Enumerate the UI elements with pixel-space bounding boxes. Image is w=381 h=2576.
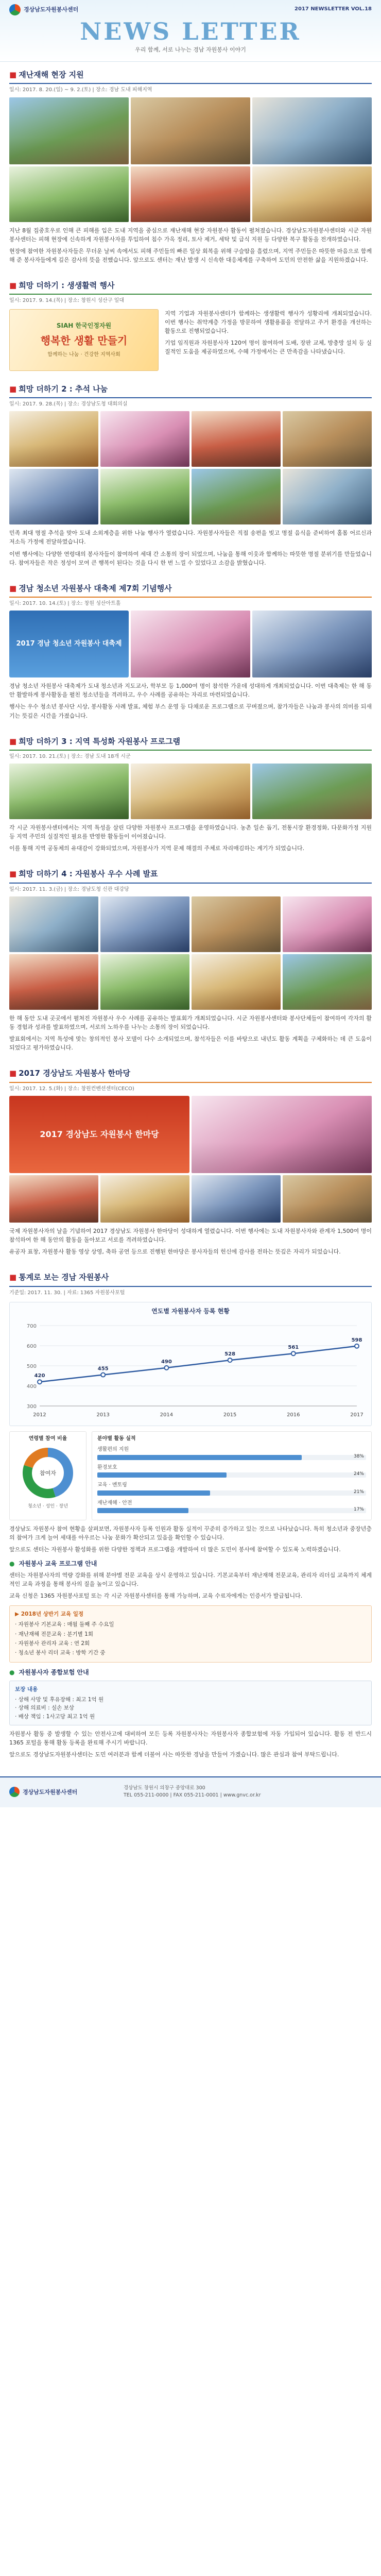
section-title: 희망 더하기 : 생생활력 행사 [19,280,115,290]
data-label: 528 [224,1351,236,1357]
bar-fill [97,1508,188,1513]
list-item: · 상해 의료비 : 실손 보상 [15,1705,74,1711]
paragraph: 국제 자원봉사자의 날을 기념하여 2017 경상남도 자원봉사 한마당이 성대하게 열렸습니다. 이번 행사에는 도내 자원봉사자와 관계자 1,500여 명이 참석하여 한 해 동안의 활동을 돌아보고 서로를 격려하였습니다. [9,1228,372,1244]
list-item: · 청소년 봉사 리더 교육 : 방학 기간 중 [15,1650,106,1656]
y-tick-label: 300 [26,1403,37,1410]
section-event-2 [0,376,381,575]
photo [9,764,129,819]
festival-sign: 2017 경남 청소년 자원봉사 대축제 [9,611,129,677]
section-volunteer-festival [0,1060,381,1264]
section-meta: 기준일: 2017. 11. 30. | 자료: 1365 자원봉사포털 [9,1290,125,1296]
section-body [9,682,372,720]
bar-value: 21% [353,1489,364,1495]
bullet-icon: ● [9,1560,15,1568]
bar-fill [97,1472,227,1478]
section-heading [9,383,372,398]
photo-grid [9,611,372,677]
footer-address: 경상남도 창원시 의창구 중앙대로 300 [124,1785,205,1791]
photo [192,1096,372,1173]
data-point [101,1372,105,1377]
photo-grid [9,97,372,222]
paragraph: 기업 임직원과 자원봉사자 120여 명이 참여하여 도배, 장판 교체, 방충망 설치 등 실질적인 도움을 제공하였으며, 수혜 가정에서는 큰 만족감을 나타냈습니다. [165,339,372,355]
section-title: 통계로 보는 경남 자원봉사 [19,1273,109,1282]
paragraph: 이번 행사에는 다양한 연령대의 봉사자들이 참여하여 세대 간 소통의 장이 되었으며, 나눔을 통해 이웃과 함께하는 따뜻한 명절 분위기를 만들었습니다. 참여자들은 작은 정성이 모여 큰 행복이 된다는 것을 다시 한 번 느낄 수 있었다고 소감을 밝혔습니다. [9,550,372,566]
section-heading [9,736,372,751]
photo [9,166,129,222]
list-item: · 자원봉사 기본교육 : 매월 둘째 주 수요일 [15,1621,114,1628]
stat-row [9,1431,372,1521]
photo [9,411,98,467]
section-bullet: ■ [9,1069,17,1078]
photo [283,1175,372,1223]
section-regional-programs [0,728,381,861]
paragraph: 민족 최대 명절 추석을 맞아 도내 소외계층을 위한 나눔 행사가 열렸습니다. 자원봉사자들은 직접 송편을 빚고 명절 음식을 준비하여 홀몸 어르신과 저소득 가정에 전달하였습니다. [9,530,372,546]
data-point [355,1344,359,1348]
section-statistics [0,1264,381,1767]
banner-title: 행복한 생활 만들기 [40,334,128,347]
section-meta: 일시: 2017. 12. 5.(화) | 장소: 창원컨벤션센터(CECO) [9,1086,134,1092]
x-tick-label: 2014 [160,1412,174,1418]
y-tick-label: 400 [26,1383,37,1389]
bar-label: 환경보호 [97,1464,117,1470]
bar-item [97,1464,366,1478]
paragraph: 자원봉사 활동 중 발생할 수 있는 안전사고에 대비하여 모든 등록 자원봉사자는 자원봉사자 종합보험에 자동 가입되어 있습니다. 활동 전 반드시 1365 포털을 통해 활동 등록을 완료해 주시기 바랍니다. [9,1730,372,1747]
bar-label: 교육 · 멘토링 [97,1482,127,1488]
insurance-box [9,1681,372,1725]
bar-track [97,1508,366,1513]
photo [252,166,372,222]
photo-grid [9,411,372,524]
bar-item [97,1481,366,1496]
paragraph: 경상남도 자원봉사 참여 현황을 살펴보면, 자원봉사자 등록 인원과 활동 실적이 꾸준히 증가하고 있는 것으로 나타났습니다. 특히 청소년과 중장년층의 참여가 크게 늘어 세대를 아우르는 나눔 문화가 확산되고 있음을 확인할 수 있습니다. [9,1526,372,1541]
section-meta: 일시: 2017. 8. 20.(일) ~ 9. 2.(토) | 장소: 경남 도내 피해지역 [9,87,152,93]
bar-label: 재난재해 · 안전 [97,1500,132,1506]
schedule-list [15,1620,366,1657]
bar-list [92,1431,372,1521]
festival-banner: 2017 경상남도 자원봉사 한마당 [9,1096,189,1173]
subheading-text: 자원봉사 교육 프로그램 안내 [19,1560,97,1568]
banner-sponsor: SIAH 한국인정자원 [56,322,112,330]
data-label: 490 [161,1359,172,1365]
photo [283,469,372,524]
photo [252,97,372,164]
list-item: · 자원봉사 관리자 교육 : 연 2회 [15,1640,90,1647]
section-best-practice [0,861,381,1060]
footer-logo[interactable] [9,1787,77,1797]
section-heading [9,583,372,598]
section-body [9,226,372,264]
data-label: 561 [288,1344,299,1350]
paragraph: 이를 통해 지역 공동체의 유대감이 강화되었으며, 자원봉사가 지역 문제 해결의 주체로 자리매김하는 계기가 되었습니다. [9,845,305,852]
paragraph: 앞으로도 경상남도자원봉사센터는 도민 여러분과 함께 더불어 사는 따뜻한 경남을 만들어 가겠습니다. 많은 관심과 참여 부탁드립니다. [9,1751,339,1758]
paragraph: 교육 신청은 1365 자원봉사포털 또는 각 시군 자원봉사센터를 통해 가능하며, 교육 수료자에게는 인증서가 발급됩니다. [9,1592,303,1599]
paragraph: 현장에 참여한 자원봉사자들은 무더운 날씨 속에서도 피해 주민들의 빠른 일상 회복을 위해 구슬땀을 흘렸으며, 지역 주민들은 따뜻한 마음으로 함께해 준 봉사자들에게 깊은 감사의 뜻을 전했습니다. 앞으로도 센터는 재난 발생 시 신속한 대응체계를 구축하여 도민의 안전한 삶을 지원하겠습니다. [9,247,372,263]
org-name: 경상남도자원봉사센터 [24,6,79,13]
section-bullet: ■ [9,736,17,746]
bars-title: 분야별 활동 실적 [97,1435,136,1442]
section-disaster [0,62,381,273]
section-meta: 일시: 2017. 9. 14.(목) | 장소: 창원시 성산구 일대 [9,298,124,304]
section-heading [9,1272,372,1286]
section-row [9,309,372,371]
data-point [228,1358,232,1362]
bar-fill [97,1490,210,1496]
paragraph: 유공자 표창, 자원봉사 활동 영상 상영, 축하 공연 등으로 진행된 한마당은 봉사자들의 헌신에 감사를 전하는 뜻깊은 자리가 되었습니다. [9,1248,341,1256]
section-heading [9,868,372,883]
photo-grid [9,1096,372,1173]
logo-mark-icon [9,1787,20,1797]
footer-org: 경상남도자원봉사센터 [23,1788,78,1795]
donut-center-label: 참여자 [40,1470,56,1477]
x-tick-label: 2017 [350,1412,363,1418]
section-bullet: ■ [9,869,17,879]
section-body [9,1571,372,1600]
bar-item [97,1446,366,1460]
x-tick-label: 2012 [33,1412,46,1418]
photo [131,764,250,819]
photo [192,954,281,1010]
donut-legend: 청소년 · 성인 · 장년 [27,1504,68,1510]
newsletter-header [0,0,381,62]
section-meta: 일시: 2017. 11. 3.(금) | 장소: 경남도청 신관 대강당 [9,886,129,892]
section-body [9,1730,372,1759]
photo [100,1175,189,1223]
paragraph: 한 해 동안 도내 곳곳에서 펼쳐진 자원봉사 우수 사례를 공유하는 발표회가 개최되었습니다. 시군 자원봉사센터와 봉사단체들이 참여하여 각자의 활동 경험과 성과를 발표하였으며, 서로의 노하우를 나누는 소통의 장이 되었습니다. [9,1015,372,1031]
line-chart [9,1302,372,1426]
newsletter-footer [0,1776,381,1807]
section-bullet: ■ [9,384,17,394]
photo [131,611,250,677]
data-label: 455 [97,1366,109,1372]
photo [9,97,129,164]
section-heading [9,69,372,84]
note-heading: ▶ 2018년 상반기 교육 일정 [15,1611,84,1617]
section-body [9,529,372,567]
bar-item [97,1499,366,1514]
newsletter-subtitle: 우리 함께, 서로 나누는 경남 자원봉사 이야기 [135,46,246,53]
issue-number: 2017 NEWSLETTER VOL.18 [295,6,372,12]
bar-fill [97,1455,302,1460]
paragraph: 지역 기업과 자원봉사센터가 함께하는 생생활력 행사가 성황리에 개최되었습니다. 이번 행사는 취약계층 가정을 방문하여 생활용품을 전달하고 주거 환경을 개선하는 활동으로 진행되었습니다. [165,310,372,334]
photo [131,97,250,164]
data-point [291,1351,296,1355]
photo [100,896,189,952]
list-item: · 상해 사망 및 후유장해 : 최고 1억 원 [15,1697,104,1703]
donut-svg [20,1445,76,1501]
subheading-insurance [9,1668,372,1677]
section-bullet: ■ [9,583,17,593]
section-title: 희망 더하기 2 : 추석 나눔 [19,384,108,394]
section-body [9,1014,372,1052]
list-heading: 보장 내용 [15,1686,38,1692]
section-title: 희망 더하기 4 : 자원봉사 우수 사례 발표 [19,869,158,879]
section-meta: 일시: 2017. 10. 14.(토) | 장소: 창원 성산아트홀 [9,600,121,606]
section-body [9,823,372,853]
photo [283,411,372,467]
line-chart-svg [14,1318,367,1421]
paragraph: 경남 청소년 자원봉사 대축제가 도내 청소년과 지도교사, 학부모 등 1,000여 명이 참석한 가운데 성대하게 개최되었습니다. 이번 대축제는 한 해 동안 활발하게 봉사활동을 펼친 청소년들을 격려하고, 우수 사례를 공유하는 자리로 마련되었습니다. [9,683,372,699]
footer-contact[interactable]: TEL 055-211-0000 | FAX 055-211-0001 | www.gnvc.or.kr [124,1792,261,1799]
event-banner [9,309,159,371]
photo [9,954,98,1010]
subheading-text: 자원봉사자 종합보험 안내 [19,1669,89,1676]
donut-chart [9,1431,86,1521]
data-point [164,1366,168,1370]
data-label: 420 [34,1372,45,1379]
y-tick-label: 500 [26,1363,37,1369]
section-title: 경남 청소년 자원봉사 대축제 제7회 기념행사 [19,583,172,593]
photo-grid [9,1175,372,1223]
banner-caption: 함께하는 나눔 · 건강한 지역사회 [47,351,120,358]
photo [100,954,189,1010]
data-point [38,1380,42,1384]
y-tick-label: 700 [26,1323,37,1329]
section-title: 2017 경상남도 자원봉사 한마당 [19,1069,130,1078]
paragraph: 각 시군 자원봉사센터에서는 지역 특성을 살린 다양한 자원봉사 프로그램을 운영하였습니다. 농촌 일손 돕기, 전통시장 환경정화, 다문화가정 지원 등 지역 주민의 실질적인 필요를 반영한 활동들이 이어졌습니다. [9,824,372,840]
photo [252,764,372,819]
newsletter-title: NEWS LETTER [80,18,301,45]
series-line [40,1346,357,1381]
section-title: 희망 더하기 3 : 지역 특성화 자원봉사 프로그램 [19,736,180,746]
data-label: 598 [351,1337,362,1343]
x-tick-label: 2016 [287,1412,300,1418]
bar-track [97,1472,366,1478]
photo [9,1175,98,1223]
paragraph: 지난 8월 집중호우로 인해 큰 피해를 입은 도내 지역을 중심으로 재난재해 현장 자원봉사 활동이 펼쳐졌습니다. 경상남도자원봉사센터와 시군 자원봉사센터는 피해 현장에 신속하게 자원봉사자를 투입하여 침수 가옥 정리, 토사 제거, 세탁 및 급식 지원 등 다양한 복구 활동을 전개하였습니다. [9,227,372,243]
chart-title: 연도별 자원봉사자 등록 현황 [151,1308,230,1315]
x-tick-label: 2015 [223,1412,237,1418]
section-body [9,1227,372,1256]
photo [9,469,98,524]
photo [192,411,281,467]
paragraph: 센터는 자원봉사자의 역량 강화를 위해 분야별 전문 교육을 상시 운영하고 있습니다. 기본교육부터 재난재해 전문교육, 관리자 리더십 교육까지 체계적인 교육 과정을 통해 봉사의 질을 높이고 있습니다. [9,1571,372,1587]
section-heading [9,280,372,295]
section-title: 재난재해 현장 지원 [19,70,84,79]
list-item: · 재난재해 전문교육 : 분기별 1회 [15,1631,93,1637]
bar-items [97,1446,366,1513]
section-body [165,309,372,371]
photo [100,411,189,467]
section-youth-festival [0,575,381,728]
y-tick-label: 600 [26,1343,37,1349]
footer-info [124,1785,261,1800]
photo [192,469,281,524]
section-bullet: ■ [9,280,17,290]
section-meta: 일시: 2017. 10. 21.(토) | 장소: 경남 도내 18개 시군 [9,753,131,759]
photo [283,954,372,1010]
photo-grid [9,764,372,819]
photo [192,1175,281,1223]
bar-value: 24% [353,1471,364,1477]
bullet-icon: ● [9,1669,15,1676]
banner-col [9,309,159,371]
photo [9,896,98,952]
list-item: · 배상 책임 : 1사고당 최고 1억 원 [15,1713,95,1720]
photo-grid [9,896,372,1010]
photo [283,896,372,952]
donut-title: 연령별 참여 비율 [28,1435,67,1442]
section-heading [9,1067,372,1082]
bar-value: 38% [353,1453,364,1459]
bar-value: 17% [353,1507,364,1513]
section-bullet: ■ [9,1273,17,1282]
section-meta: 일시: 2017. 9. 28.(목) | 장소: 경상남도청 대회의실 [9,401,128,407]
photo [252,611,372,677]
section-bullet: ■ [9,70,17,79]
paragraph: 행사는 우수 청소년 봉사단 시상, 봉사활동 사례 발표, 체험 부스 운영 등 다채로운 프로그램으로 꾸며졌으며, 참가자들은 나눔과 봉사의 의미를 되새기는 뜻깊은 시간을 가졌습니다. [9,703,372,719]
bar-track [97,1490,366,1496]
paragraph: 앞으로도 센터는 자원봉사 활성화를 위한 다양한 정책과 프로그램을 개발하여 더 많은 도민이 봉사에 참여할 수 있도록 노력하겠습니다. [9,1546,341,1553]
photo [131,166,250,222]
section-event-1 [0,273,381,376]
photo [100,469,189,524]
x-tick-label: 2013 [96,1412,110,1418]
section-body [9,1524,372,1554]
bar-label: 생활편의 지원 [97,1447,129,1453]
bar-track [97,1455,366,1460]
education-schedule [9,1605,372,1663]
paragraph: 발표회에서는 지역 특성에 맞는 창의적인 봉사 모델이 다수 소개되었으며, 참석자들은 이를 바탕으로 내년도 활동 계획을 구체화하는 데 큰 도움이 되었다고 평가하였습니다. [9,1036,372,1052]
subheading-education [9,1559,372,1569]
photo [192,896,281,952]
